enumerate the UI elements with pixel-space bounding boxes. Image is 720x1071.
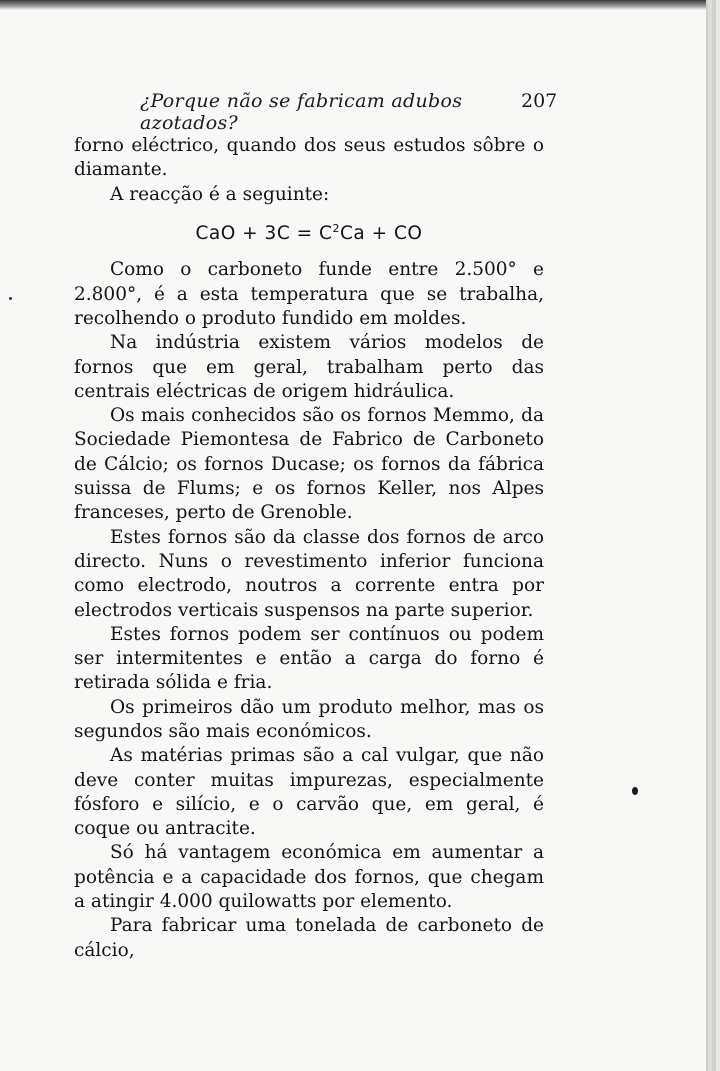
paragraph-9: As matérias primas são a cal vulgar, que não deve conter muitas impurezas, especialmente fósforo e silício, e o carvão que, em geral, é coque ou antracite.: [74, 745, 544, 840]
body-text: [74, 134, 544, 963]
chemical-equation: [74, 217, 544, 246]
equation-right: + CO: [371, 223, 423, 245]
equation-calcium: Ca: [339, 223, 366, 245]
equation-subscript: 2: [332, 221, 340, 235]
equation-product: [319, 223, 365, 244]
paragraph-3: Como o carboneto funde entre 2.500° e 2.800°, é a esta temperatura que se trabalha, recolhendo o produto fundido em moldes.: [74, 259, 544, 329]
page-top-edge: [0, 0, 706, 10]
ink-speck-small: [9, 297, 12, 300]
paragraph-7: Estes fornos podem ser contínuos ou podem ser intermitentes e então a carga do forno é retirada sólida e fria.: [74, 623, 544, 694]
paragraph-2: A reacção é a seguinte:: [110, 183, 330, 205]
paragraph-4: Na indústria existem vários modelos de fornos que em geral, trabalham perto das centrais eléctricas de origem hidráulica.: [74, 332, 544, 402]
equation-left: CaO + 3C: [195, 223, 291, 245]
equation-carbon: C: [319, 223, 333, 245]
equation-equals: =: [296, 223, 313, 245]
paragraph-1: forno eléctrico, quando dos seus estudos sôbre o diamante.: [74, 135, 544, 181]
paragraph-8: Os primeiros dão um produto melhor, mas os segundos são mais económicos.: [74, 696, 544, 742]
running-header: ¿Porque não se fabricam adubos azotados?: [140, 90, 463, 134]
paragraph-6: Estes fornos são da classe dos fornos de arco directo. Nuns o revestimento inferior funciona como electrodo, noutros a corrente entra por electrodos verticais suspensos na parte superior.: [74, 526, 544, 621]
ink-speck: [632, 787, 638, 795]
page-number: 207: [521, 90, 558, 112]
paragraph-11: Para fabricar uma tonelada de carboneto de cálcio,: [74, 915, 544, 961]
paragraph-10: Só há vantagem económica em aumentar a potência e a capacidade dos fornos, que chegam a atingir 4.000 quilowatts por elemento.: [74, 842, 544, 913]
paragraph-5: Os mais conhecidos são os fornos Memmo, da Sociedade Piemontesa de Fabrico de Carboneto de Cálcio; os fornos Ducase; os fornos da fábrica suissa de Flums; e os fornos Keller, nos Alpes franceses, perto de Grenoble.: [74, 405, 544, 524]
